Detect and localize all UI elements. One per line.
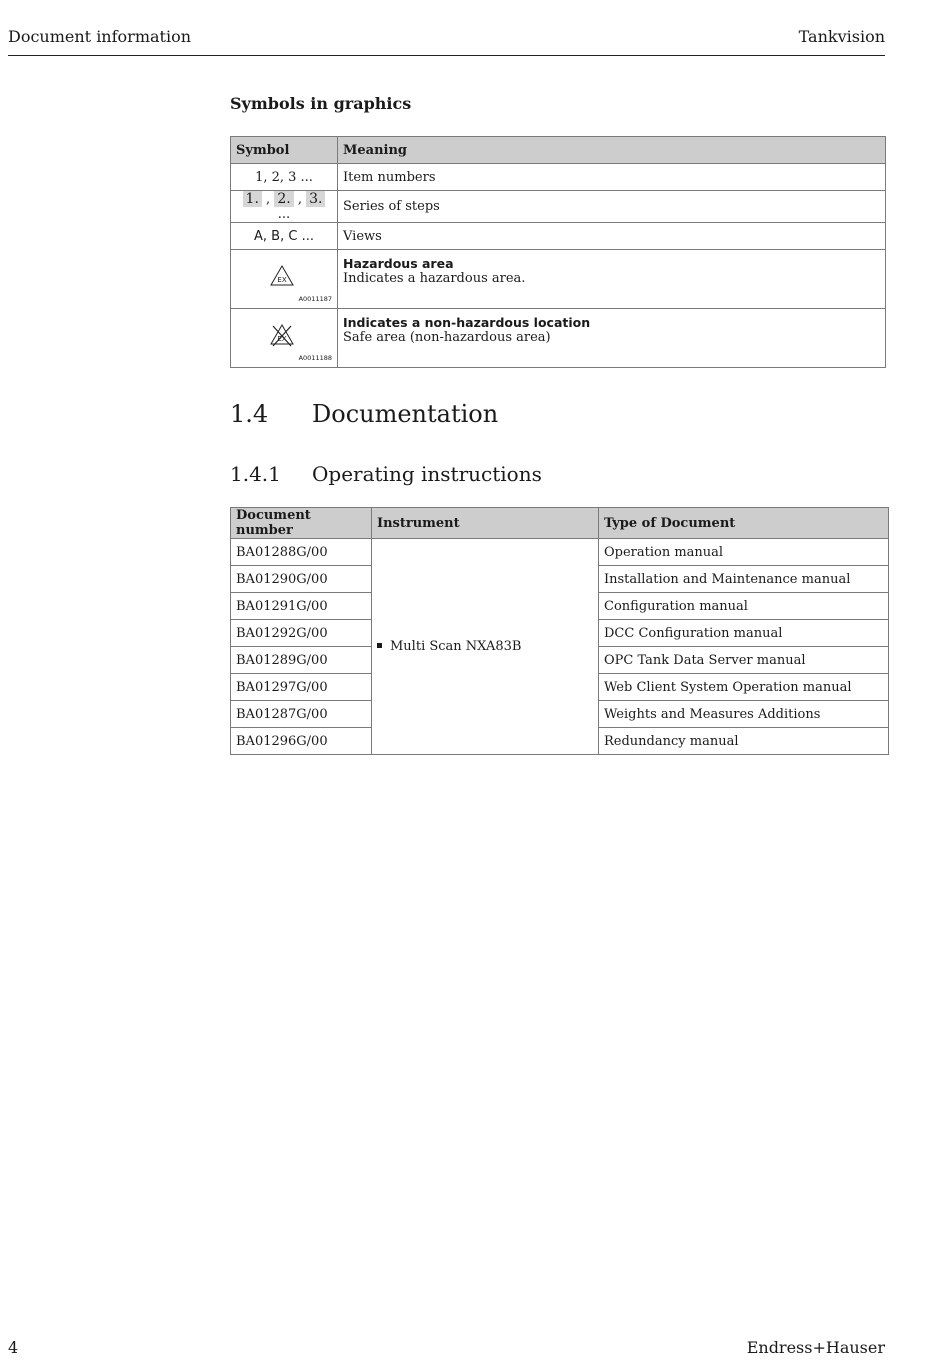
document-type: DCC Configuration manual bbox=[599, 620, 889, 647]
symbol-item-numbers: 1, 2, 3 ... bbox=[231, 164, 338, 191]
subsection-number: 1.4.1 bbox=[230, 462, 281, 486]
graphic-code: A0011188 bbox=[298, 354, 332, 362]
documents-table bbox=[230, 507, 889, 755]
table-row bbox=[231, 191, 886, 223]
document-number: BA01292G/00 bbox=[231, 620, 372, 647]
meaning-text: Item numbers bbox=[338, 164, 886, 191]
icon-label: EX bbox=[277, 276, 287, 284]
document-number: BA01296G/00 bbox=[231, 728, 372, 755]
column-header-symbol: Symbol bbox=[231, 137, 338, 164]
instrument-name: Multi Scan NXA83B bbox=[390, 639, 522, 654]
documents-table-header bbox=[231, 508, 889, 539]
document-number: BA01287G/00 bbox=[231, 701, 372, 728]
column-header-instrument: Instrument bbox=[372, 508, 599, 539]
table-row bbox=[231, 250, 886, 309]
symbol-views: A, B, C ... bbox=[231, 223, 338, 250]
meaning-cell bbox=[338, 309, 886, 368]
footer-brand: Endress+Hauser bbox=[746, 1338, 885, 1357]
meaning-text: Safe area (non-hazardous area) bbox=[343, 330, 551, 345]
document-type: Web Client System Operation manual bbox=[599, 674, 889, 701]
bullet-icon bbox=[377, 643, 382, 648]
instrument-cell bbox=[372, 539, 599, 755]
step-label: 1. bbox=[243, 191, 262, 207]
symbol-hazardous-area bbox=[231, 250, 338, 309]
step-ellipsis: ... bbox=[277, 207, 291, 222]
meaning-title: Hazardous area bbox=[343, 256, 454, 271]
symbols-table bbox=[230, 136, 886, 368]
graphic-code: A0011187 bbox=[298, 295, 332, 303]
step-label: 3. bbox=[306, 191, 325, 207]
document-number: BA01290G/00 bbox=[231, 566, 372, 593]
table-row bbox=[231, 223, 886, 250]
meaning-cell bbox=[338, 250, 886, 309]
meaning-title: Indicates a non-hazardous location bbox=[343, 315, 591, 330]
document-type: Operation manual bbox=[599, 539, 889, 566]
document-number: BA01291G/00 bbox=[231, 593, 372, 620]
symbols-table-header bbox=[231, 137, 886, 164]
column-header-document-number: Document number bbox=[231, 508, 372, 539]
running-header-section: Document information bbox=[8, 27, 192, 46]
symbol-series-of-steps bbox=[231, 191, 338, 223]
non-hazardous-crossed-triangle-icon bbox=[269, 323, 295, 347]
document-number: BA01289G/00 bbox=[231, 647, 372, 674]
header-divider bbox=[8, 55, 885, 56]
document-type: Redundancy manual bbox=[599, 728, 889, 755]
step-label: 2. bbox=[274, 191, 293, 207]
running-header-product: Tankvision bbox=[798, 27, 885, 46]
document-type: OPC Tank Data Server manual bbox=[599, 647, 889, 674]
document-type: Weights and Measures Additions bbox=[599, 701, 889, 728]
table-row bbox=[231, 164, 886, 191]
icon-label: EX bbox=[277, 335, 287, 343]
table-row bbox=[231, 309, 886, 368]
column-header-document-type: Type of Document bbox=[599, 508, 889, 539]
document-type: Configuration manual bbox=[599, 593, 889, 620]
symbols-heading: Symbols in graphics bbox=[230, 94, 412, 113]
symbol-non-hazardous bbox=[231, 309, 338, 368]
section-title: Documentation bbox=[312, 400, 499, 428]
document-number: BA01297G/00 bbox=[231, 674, 372, 701]
section-number: 1.4 bbox=[230, 400, 269, 428]
explosion-hazard-triangle-icon bbox=[269, 264, 295, 288]
meaning-text: Indicates a hazardous area. bbox=[343, 271, 526, 286]
step-separator: , bbox=[266, 192, 271, 207]
subsection-title: Operating instructions bbox=[312, 462, 542, 486]
table-row bbox=[231, 539, 889, 566]
meaning-text: Series of steps bbox=[338, 191, 886, 223]
document-number: BA01288G/00 bbox=[231, 539, 372, 566]
document-type: Installation and Maintenance manual bbox=[599, 566, 889, 593]
page-number: 4 bbox=[8, 1338, 19, 1357]
step-separator: , bbox=[297, 192, 302, 207]
column-header-meaning: Meaning bbox=[338, 137, 886, 164]
meaning-text: Views bbox=[338, 223, 886, 250]
